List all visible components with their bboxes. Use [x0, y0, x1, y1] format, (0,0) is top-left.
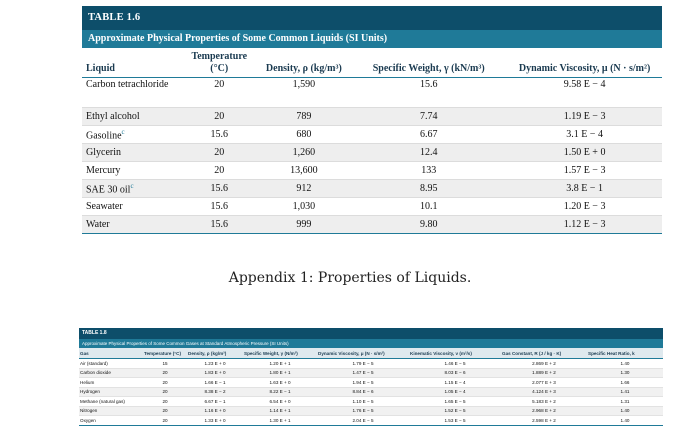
cell-viscosity: 1.12 E − 3: [507, 216, 662, 234]
figure-caption: Appendix 1: Properties of Liquids.: [228, 270, 472, 286]
table-row: [82, 126, 662, 144]
liquid-name: Carbon tetrachloride: [86, 79, 169, 90]
cell-density: 912: [257, 180, 350, 198]
cell-heat-ratio: 1.41: [587, 387, 663, 397]
table-number: TABLE 1.6: [82, 6, 662, 30]
cell-liquid: [82, 216, 181, 234]
cell-specific-weight: 10.1: [350, 198, 507, 216]
cell-dynamic-viscosity: 1.10 E − 5: [317, 397, 409, 407]
cell-density: 1.66 E − 1: [187, 378, 243, 388]
cell-specific-weight: 6.67: [350, 126, 507, 144]
cell-density: 1.83 E + 0: [187, 368, 243, 378]
cell-density: 1,030: [257, 198, 350, 216]
gases-table: [79, 328, 663, 426]
table-row: [82, 108, 662, 126]
cell-viscosity: 3.1 E − 4: [507, 126, 662, 144]
cell-specific-weight: 8.22 E − 1: [243, 387, 317, 397]
cell-density: 1,260: [257, 144, 350, 162]
cell-heat-ratio: 1.66: [587, 378, 663, 388]
cell-liquid: [82, 198, 181, 216]
cell-viscosity: 3.8 E − 1: [507, 180, 662, 198]
cell-dynamic-viscosity: 1.76 E − 5: [317, 406, 409, 416]
cell-specific-weight: 1.14 E + 1: [243, 406, 317, 416]
cell-viscosity: 1.20 E − 3: [507, 198, 662, 216]
cell-specific-weight: 133: [350, 162, 507, 180]
cell-kinematic-viscosity: 1.65 E − 5: [409, 397, 501, 407]
header-gas: Gas: [79, 348, 143, 359]
header-dynamic-viscosity: Dynamic Viscosity, μ (N · s/m²): [317, 348, 409, 359]
cell-density: 13,600: [257, 162, 350, 180]
cell-temperature: 15.6: [181, 198, 257, 216]
cell-liquid: [82, 180, 181, 198]
footnote-mark: c: [130, 181, 134, 190]
cell-gas: Methane (natural gas): [79, 397, 143, 407]
header-density: Density, ρ (kg/m³): [257, 48, 350, 78]
cell-liquid: [82, 78, 181, 108]
cell-specific-weight: 15.6: [350, 78, 507, 108]
table-row: [82, 216, 662, 234]
liquid-name: Water: [86, 219, 110, 230]
header-row: [79, 348, 663, 359]
footnote-mark: c: [121, 127, 125, 136]
cell-kinematic-viscosity: 8.03 E − 6: [409, 368, 501, 378]
table-row: [79, 359, 663, 369]
cell-gas: Air (standard): [79, 359, 143, 369]
header-specific-weight: Specific Weight, γ (N/m³): [243, 348, 317, 359]
cell-temperature: 20: [143, 397, 187, 407]
cell-temperature: 20: [143, 387, 187, 397]
header-viscosity: Dynamic Viscosity, μ (N · s/m²): [507, 48, 662, 78]
cell-liquid: [82, 108, 181, 126]
cell-density: 789: [257, 108, 350, 126]
cell-heat-ratio: 1.40: [587, 359, 663, 369]
cell-specific-weight: 12.4: [350, 144, 507, 162]
cell-gas-constant: 2.077 E + 3: [501, 378, 587, 388]
cell-temperature: 15: [143, 359, 187, 369]
cell-temperature: 20: [181, 144, 257, 162]
cell-specific-weight: 8.95: [350, 180, 507, 198]
cell-temperature: 20: [181, 162, 257, 180]
table-row: [79, 387, 663, 397]
cell-gas-constant: 2.598 E + 2: [501, 416, 587, 426]
cell-gas: Nitrogen: [79, 406, 143, 416]
liquid-name: SAE 30 oil: [86, 184, 131, 196]
header-row: [82, 48, 662, 78]
table-row: [79, 378, 663, 388]
liquid-name: Ethyl alcohol: [86, 111, 140, 122]
cell-temperature: 20: [181, 78, 257, 108]
liquid-name: Mercury: [86, 165, 121, 176]
table-row: [79, 397, 663, 407]
cell-gas-constant: 2.968 E + 2: [501, 406, 587, 416]
liquid-name: Glycerin: [86, 147, 121, 158]
header-temperature: Temperature (°C): [143, 348, 187, 359]
cell-heat-ratio: 1.40: [587, 416, 663, 426]
cell-viscosity: 1.50 E + 0: [507, 144, 662, 162]
cell-heat-ratio: 1.31: [587, 397, 663, 407]
cell-temperature: 20: [143, 406, 187, 416]
cell-kinematic-viscosity: 1.05 E − 4: [409, 387, 501, 397]
cell-viscosity: 1.57 E − 3: [507, 162, 662, 180]
cell-viscosity: 1.19 E − 3: [507, 108, 662, 126]
table-row: [82, 78, 662, 108]
liquid-name: Gasoline: [86, 130, 122, 142]
table-row: [82, 198, 662, 216]
cell-gas: Oxygen: [79, 416, 143, 426]
cell-liquid: [82, 126, 181, 144]
cell-dynamic-viscosity: 1.94 E − 5: [317, 378, 409, 388]
cell-kinematic-viscosity: 1.53 E − 5: [409, 416, 501, 426]
cell-gas: Helium: [79, 378, 143, 388]
cell-kinematic-viscosity: 1.15 E − 4: [409, 378, 501, 388]
cell-liquid: [82, 144, 181, 162]
cell-specific-weight: 1.30 E + 1: [243, 416, 317, 426]
gases-data-table: [79, 348, 663, 426]
header-specific-weight: Specific Weight, γ (kN/m³): [350, 48, 507, 78]
cell-specific-weight: 7.74: [350, 108, 507, 126]
liquids-table: [82, 6, 662, 234]
cell-specific-weight: 9.80: [350, 216, 507, 234]
cell-temperature: 20: [143, 416, 187, 426]
cell-density: 1.33 E + 0: [187, 416, 243, 426]
cell-gas-constant: 1.889 E + 2: [501, 368, 587, 378]
header-temperature: Temperature (°C): [181, 48, 257, 78]
cell-dynamic-viscosity: 2.04 E − 5: [317, 416, 409, 426]
cell-liquid: [82, 162, 181, 180]
cell-temperature: 20: [143, 368, 187, 378]
table-title: Approximate Physical Properties of Some Common Liquids (SI Units): [82, 30, 662, 48]
table-number: TABLE 1.8: [79, 328, 663, 339]
cell-specific-weight: 6.54 E + 0: [243, 397, 317, 407]
cell-temperature: 15.6: [181, 126, 257, 144]
cell-gas: Hydrogen: [79, 387, 143, 397]
cell-temperature: 15.6: [181, 216, 257, 234]
cell-density: 1,590: [257, 78, 350, 108]
cell-gas-constant: 5.183 E + 2: [501, 397, 587, 407]
cell-viscosity: 9.58 E − 4: [507, 78, 662, 108]
cell-heat-ratio: 1.30: [587, 368, 663, 378]
cell-gas-constant: 2.869 E + 2: [501, 359, 587, 369]
header-heat-ratio: Specific Heat Ratio, k: [587, 348, 663, 359]
cell-specific-weight: 1.63 E + 0: [243, 378, 317, 388]
cell-density: 1.16 E + 0: [187, 406, 243, 416]
cell-specific-weight: 1.80 E + 1: [243, 368, 317, 378]
cell-density: 6.67 E − 1: [187, 397, 243, 407]
cell-density: 8.38 E − 2: [187, 387, 243, 397]
cell-density: 1.23 E + 0: [187, 359, 243, 369]
cell-density: 999: [257, 216, 350, 234]
table-row: [82, 180, 662, 198]
cell-kinematic-viscosity: 1.46 E − 5: [409, 359, 501, 369]
cell-kinematic-viscosity: 1.52 E − 5: [409, 406, 501, 416]
cell-specific-weight: 1.20 E + 1: [243, 359, 317, 369]
cell-temperature: 15.6: [181, 180, 257, 198]
cell-dynamic-viscosity: 1.79 E − 5: [317, 359, 409, 369]
cell-gas: Carbon dioxide: [79, 368, 143, 378]
table-row: [82, 162, 662, 180]
header-liquid: Liquid: [82, 48, 181, 78]
cell-heat-ratio: 1.40: [587, 406, 663, 416]
liquid-name: Seawater: [86, 201, 123, 212]
header-density: Density, ρ (kg/m³): [187, 348, 243, 359]
header-kinematic-viscosity: Kinematic Viscosity, ν (m²/s): [409, 348, 501, 359]
cell-dynamic-viscosity: 1.47 E − 5: [317, 368, 409, 378]
liquids-data-table: [82, 48, 662, 234]
table-row: [82, 144, 662, 162]
cell-temperature: 20: [181, 108, 257, 126]
cell-dynamic-viscosity: 8.84 E − 6: [317, 387, 409, 397]
cell-density: 680: [257, 126, 350, 144]
header-gas-constant: Gas Constant, R (J / kg · K): [501, 348, 587, 359]
cell-gas-constant: 4.124 E + 3: [501, 387, 587, 397]
cell-temperature: 20: [143, 378, 187, 388]
table-row: [79, 368, 663, 378]
table-title: Approximate Physical Properties of Some Common Gases at Standard Atmospheric Pressure (SI Units): [79, 339, 663, 348]
table-row: [79, 406, 663, 416]
table-row: [79, 416, 663, 426]
